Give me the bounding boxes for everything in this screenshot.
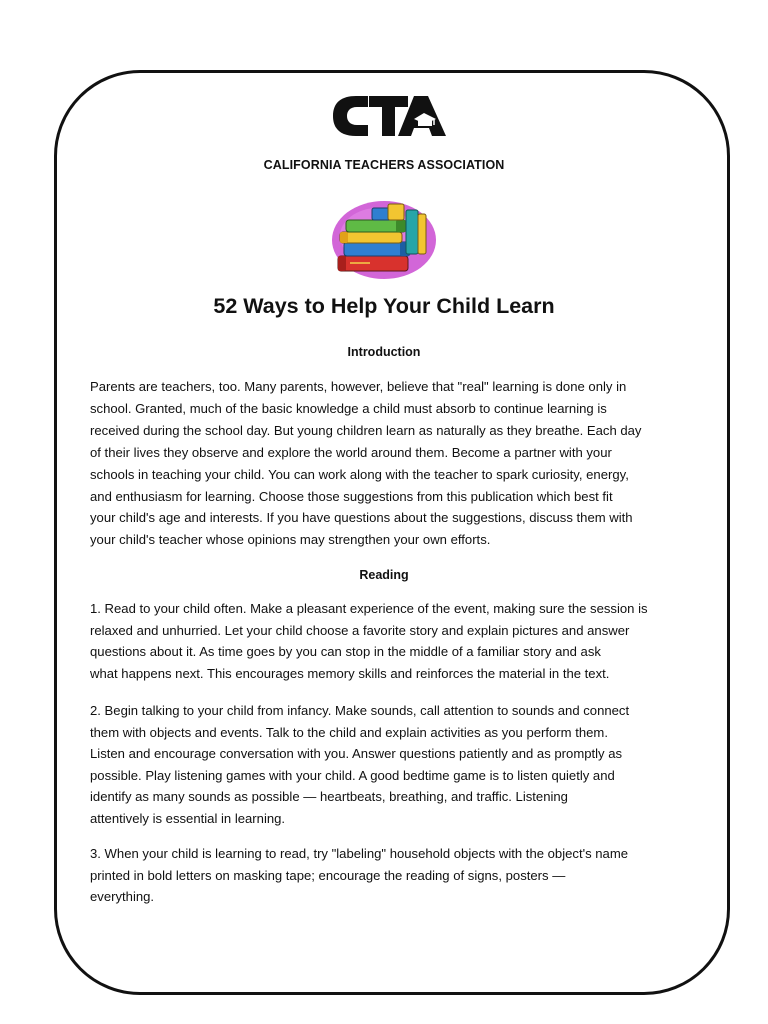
stack-of-books-icon: [330, 196, 440, 282]
reading-item-3: [90, 843, 680, 908]
reading-item-2: [90, 700, 680, 830]
list-item-line: 1. Read to your child often. Make a pleasant experience of the event, making sure the session is: [90, 601, 648, 616]
introduction-line: of their lives they observe and explore the world around them. Become a partner with your: [90, 444, 612, 460]
organization-name: CALIFORNIA TEACHERS ASSOCIATION: [263, 158, 505, 172]
list-item-line: possible. Play listening games with your child. A good bedtime game is to listen quietly and: [90, 767, 615, 783]
introduction-line: and enthusiasm for learning. Choose those suggestions from this publication which best fit: [90, 488, 613, 504]
list-item-line: everything.: [90, 889, 155, 905]
introduction-line: Parents are teachers, too. Many parents, however, believe that "real" learning is done only in: [90, 379, 627, 394]
reading-heading: Reading: [359, 568, 409, 582]
introduction-line: your child's age and interests. If you have questions about the suggestions, discuss them with: [90, 510, 633, 526]
introduction-line: your child's teacher whose opinions may strengthen your own efforts.: [90, 532, 491, 548]
document-title: 52 Ways to Help Your Child Learn: [213, 294, 555, 318]
cta-logo: [330, 92, 448, 140]
introduction-line: received during the school day. But young children learn as naturally as they breathe. Each day: [90, 422, 642, 438]
introduction-line: schools in teaching your child. You can work along with the teacher to spark curiosity, energy,: [90, 466, 629, 482]
list-item-line: 3. When your child is learning to read, try "labeling" household objects with the object's name: [90, 846, 629, 861]
reading-item-1: [90, 598, 680, 684]
list-item-line: Listen and encourage conversation with you. Answer questions patiently and as promptly as: [90, 746, 623, 762]
list-item-line: questions about it. As time goes by you can stop in the middle of a familiar story and ask: [90, 644, 601, 660]
introduction-paragraph: [90, 376, 680, 551]
introduction-line: school. Granted, much of the basic knowledge a child must absorb to continue learning is: [90, 400, 607, 416]
list-item-line: printed in bold letters on masking tape; encourage the reading of signs, posters —: [90, 867, 566, 883]
list-item-line: them with objects and events. Talk to the child and explain activities as you perform them.: [90, 724, 608, 740]
list-item-line: relaxed and unhurried. Let your child choose a favorite story and explain pictures and answer: [90, 622, 630, 638]
introduction-heading: Introduction: [347, 345, 421, 359]
list-item-line: attentively is essential in learning.: [90, 810, 286, 826]
list-item-line: identify as many sounds as possible — heartbeats, breathing, and traffic. Listening: [90, 789, 568, 805]
list-item-line: what happens next. This encourages memory skills and reinforces the material in the text.: [90, 665, 610, 681]
list-item-line: 2. Begin talking to your child from infancy. Make sounds, call attention to sounds and connect: [90, 703, 630, 718]
